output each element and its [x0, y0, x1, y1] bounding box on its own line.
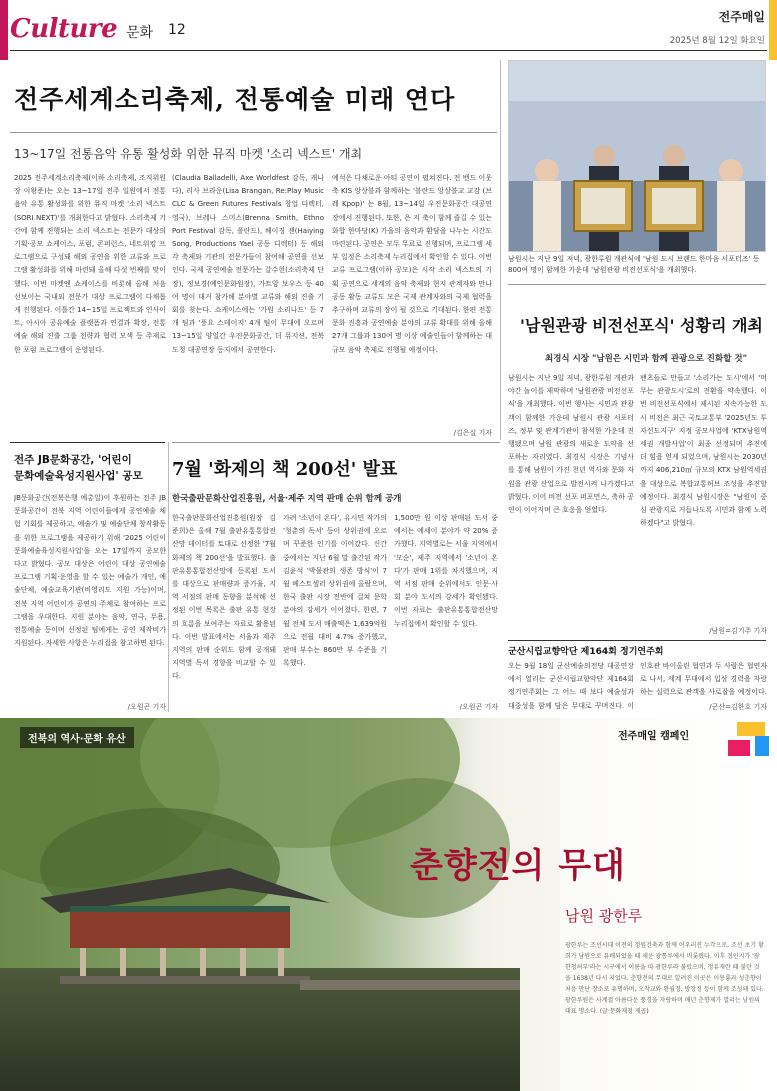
- banner-subtitle: 남원 광한루: [565, 907, 643, 925]
- lead-subhead: 13~17일 전통음악 유통 활성화 위한 뮤직 마켓 '소리 넥스트' 개최: [14, 147, 363, 161]
- page-number: 12: [168, 22, 186, 38]
- book-headline: 7월 '화제의 책 200선' 발표: [172, 459, 398, 480]
- side-column-1: 남원시는 지난 9일 저녁, 광한루원 개관과 야간 놀이를 제막하며 '남원관광 비전선포식'을 개최했다. 이번 행사는 시민과 관광객이 함께한 가운데 남원시 관광 서포터즈, 정부 및 관계기관이 참석한 가운데 진행됐으며 남원 관광의 새로운 도약을 선포하는 자리였다. 최경식 시장은 기념사를 통해 남원이 가진 천년 역사와 문화 자원을 관광 산업으로 발전시켜 나가겠다고 밝혔다. 이어 비전 선포 퍼포먼스, 축하 공연이 이어지며 큰 호응을 얻었다.: [508, 374, 634, 515]
- side-subhead: 최경식 시장 "남원은 시민과 함께 관광으로 진화할 것": [545, 354, 748, 364]
- lead-column-2: (Claudia Balladelli, Axe Worldfest 감독, 캐나다), 리사 브라운(Lisa Brangan, Re:Play Music CLC & Green Futures Festivals 창업 디렉터, 영국), 브레나 스미스(Brenna Smith, Ethno Port Festival 감독, 폴란드), 헤이징 젠(Haiying Song, Productions Yael 공동 디렉터) 등 해외 각 축제와 기관의 전문가들이 참여해 공연을 선보인다. 국제 공연예술 전문가는 갈수현(소리축제 단장), 정보경(예인문화원장), 가트앙 보우스 등 40여 명이 대거 참가해 분야별 교류와 해외 진출 기회를 찾는다. 쇼케이스에는 '가원 소리나드' 등 7개 팀과 '풍요 스테이지' 4개 팀이 무대에 오르며 13~15일 양일간 우진문화공간, 더 뮤지션, 전북도청 대공연장 등지에서 공연한다.: [172, 174, 324, 354]
- side-headline: '남원관광 비전선포식' 성황리 개최: [520, 316, 763, 335]
- namwon-ceremony-photo: [508, 60, 766, 252]
- corner-accent-left: [0, 0, 8, 60]
- column-divider: [500, 60, 501, 440]
- section-title-ko: 문화: [126, 25, 154, 41]
- box-divider: [168, 442, 169, 712]
- newspaper-name: 전주매일: [718, 10, 765, 24]
- box-top-rule: [10, 442, 165, 443]
- gunsan-byline: /군산=김한호 기자: [709, 703, 767, 711]
- corner-accent-right: [769, 0, 777, 60]
- lead-headline: 전주세계소리축제, 전통예술 미래 연다: [14, 85, 456, 114]
- book-column-2: 가려 '소년이 온다', 유시민 작가의 '청춘의 독서' 등이 상위권에 오르며 꾸준한 인기를 이어갔다. 신간 중에서는 지난 6월 말 출간된 작가 김윤석 '박물관의 생존 방식'이 7월 베스트셀러 상위권에 올랐으며, 한국 출판 시장 전반에 걸쳐 문학 분야의 강세가 이어졌다. 한편, 7월 전체 도서 매출액은 1,639억원으로 전월 대비 4.7% 증가했고, 판매 부수는 860만 부 수준을 기록했다.: [283, 514, 387, 668]
- side-byline: /남원=김기주 기자: [709, 627, 767, 635]
- ceremony-illustration: [509, 61, 766, 252]
- gunsan-column-1: 오는 9월 18일 군산예술의전당 대공연장에서 열리는 군산시립교향악단 제164회 정기연주회는 그 어느 때 보다 예술성과 대중성을 함께 담은 무대로 꾸며진다. 이: [508, 662, 634, 710]
- book-top-rule: [172, 442, 500, 443]
- lead-column-3: 예석은 다채로운 아티 공연이 펼쳐진다. 전 밴드 이웃 축 KIS 앙상블과 함께하는 '블란드 앙상블교 교감 (브레 Kpop)' 는 8월, 13~14일 우진문화공간 대공연장에서 진행된다. 또한, 은 지 축이 함께 즐길 수 있는 화합 한마당(K) 가을의 음악과 환담을 나누는 시간도 마련된다. 공연은 모두 무료로 진행되며, 프로그램 세부 일정은 소리축제 누리집에서 확인할 수 있다. 이번 교류 프로그램(이하 공모)은 시작 소리 넥스트의 기획 공연으로 세계의 음악 축제와 현지 관계자와 만나 공동 활동 교류도 모은 국제 관계자와의 국제 협력을 추구하며 교류의 장이 될 것으로 기대된다. 한편 전통문화 진흥과 공연예술 분야의 교류 확대를 위해 올해 27개 그룹과 130여 명 이상 예술인들이 함께하는 대규모 음악 축제로 진행될 예정이다.: [332, 174, 492, 354]
- banner-campaign-tag: 전주매일 캠페인: [618, 731, 690, 742]
- side-rule: [508, 284, 766, 285]
- header-rule: [10, 50, 767, 51]
- section-title-en: Culture: [10, 14, 118, 44]
- book-column-3: 1,500만 원 이상 판매된 도서 중에서는 에세이 분야가 약 20% 증가했다. 지역별로는 서울 지역에서 '모순', 제주 지역에서 '소년이 온다'가 판매 1위를 차지했으며, 지역 서점 판매 순위에서도 인문·사회 분야 도서의 강세가 확인됐다. 이번 자료는 출판유통통합전산망 누리집에서 확인할 수 있다.: [394, 514, 498, 628]
- box-title-line-1: 전주 JB문화공간, '어린이: [14, 454, 132, 466]
- book-column-1: 한국출판문화산업진흥원(원장 김준희)은 올해 7월 출판유통통합전산망 데이터를 토대로 선정한 '7월 화제의 책 200선'을 발표했다. 출판유통통합전산망에 등록된 도서를 대상으로 판매량과 증가율, 지역 서점의 판매 동향을 분석해 선정된 이번 목록은 출판 유통 현장의 흐름을 보여주는 자료로 활용된다. 이번 발표에서는 서울과 제주 지역의 판매 순위도 함께 공개돼 지역별 독서 경향을 비교할 수 있다.: [172, 514, 276, 681]
- banner-text: 광한루는 조선시대 이전의 정원건축과 함께 어우러진 누각으로, 조선 초기 황희가 남원으로 유배되었을 때 세운 광통루에서 비롯됐다. 이후 정인지가 '광한청허부'라는 시구에서 이름을 따 광한루라 불렀으며, 정유재란 때 불탄 것을 1638년 다시 지었다. 춘향전의 무대로 알려진 이곳은 이몽룡과 성춘향이 처음 만난 장소로 유명하며, 오작교와 완월정, 방장정 등이 함께 조성돼 있다. 광한루원은 사계절 아름다운 풍경을 자랑하며 매년 춘향제가 열리는 남원의 대표 명소다. (글·문화재청 제공): [565, 942, 764, 1015]
- box-title-line-2: 문화예술육성지원사업' 공모: [14, 470, 143, 482]
- lead-rule: [10, 132, 497, 133]
- banner-title: 춘향전의 무대: [410, 846, 626, 886]
- gunsan-top-rule: [508, 640, 766, 641]
- side-column-2: 팬츠들로 만들고 '소리가는 도시'에서 '머무는 관광도시'로의 전환을 약속했다. 이번 비전선포식에서 제시된 지속가능한 도시 비전은 최근 국토교통부 '2025년도 투자선도지구' 지정 공모사업에 'KTX남원역세권 개발사업'이 최종 선정되며 추진에 더 힘을 얻게 되었으며, 남원시는 2030년까지 406,210㎡ 규모의 KTX 남원역세권을 대상으로 복합교통허브 조성을 추진할 예정이다. 최경식 남원시장은 "남원이 중심 관광지로 거듭나도록 시민과 함께 노력하겠다"고 밝혔다.: [640, 374, 767, 528]
- box-byline: /오원곤 기자: [127, 703, 166, 711]
- book-byline: /오원곤 기자: [459, 703, 498, 711]
- lead-column-1: 2025 전주세계소리축제(이하 소리축제, 조직위원장 이왕준)는 오는 13~17일 전주 일원에서 전통음악 유통 활성화를 위한 뮤직 마켓 '소리 넥스트(SORI NEXT)'를 개최한다고 밝혔다. 소리축제 기간에 함께 진행되는 소리 넥스트는 전문가 대상의 기획·공모 쇼케이스, 포럼, 콘퍼런스, 네트워킹 프로그램으로 구성돼 해외 공연을 위한 교류와 프로그램 활성화를 위해 마련돼 올해 다섯 번째를 맞이했다. 이번 마켓엔 쇼케이스를 비롯해 올해 처음 선보이는 국내외 전문가 대상 프로그램이 다채롭게 진행된다. 이틀간 14~15일 프로젝트와 인사이트, 아시아 공유예술 플랫폼과 연결과 확장, 전통예술 해외 진출 그룹 전략과 협력 모색 등 주제로 한 포럼 프로그램이 운영된다.: [14, 174, 166, 354]
- gunsan-column-2: 인호관 바이올린 협연과 두 사람은 협연자로 나서, 세계 무대에서 입상 경력을 자랑하는 실력으로 관객을 사로잡을 예정이다.: [640, 662, 767, 697]
- box-body: JB문화공간(전북은행 예총일)이 후원하는 전주 JB문화공간이 전북 지역 어린이들에게 공연예술 체험 기회를 제공하고, 예술가 및 예술단체 창작활동을 위한 프로그램을 제공하기 위해 '2025 어린이문화예술육성지원사업'을 오는 17일까지 공모한다고 밝혔다. 공모 대상은 어린이 대상 공연예술 프로그램 기획·운영을 할 수 있는 예술가 개인, 예술단체, 예술교육기관(비영리도 지원 가능)이며, 전북 지역 어린이가 공연의 주체로 참여하는 프로그램을 우대한다. 지원 분야는 음악, 연극, 무용, 전통예술 등이며 선정된 팀에게는 공연 제작비가 지원된다. 자세한 사항은 누리집을 참고하면 된다.: [14, 494, 166, 648]
- issue-date: 2025년 8월 12일 화요일: [669, 36, 765, 46]
- banner-series-tag: 전북의 역사·문화 유산: [20, 727, 134, 748]
- namwon-photo-caption: 남원시는 지난 9일 저녁, 광한루원 개관식에 '남원 도시 브랜드 한마음 서포터즈' 등 800여 명이 함께한 가운데 '남원관광 비전선포식'을 개최했다.: [508, 255, 760, 274]
- gunsan-title: 군산시립교향악단 제164회 정기연주회: [508, 647, 664, 657]
- book-subhead: 한국출판문화산업진흥원, 서울·제주 지역 판매 순위 함께 공개: [172, 494, 402, 504]
- lead-byline: /김은실 기자: [453, 429, 492, 437]
